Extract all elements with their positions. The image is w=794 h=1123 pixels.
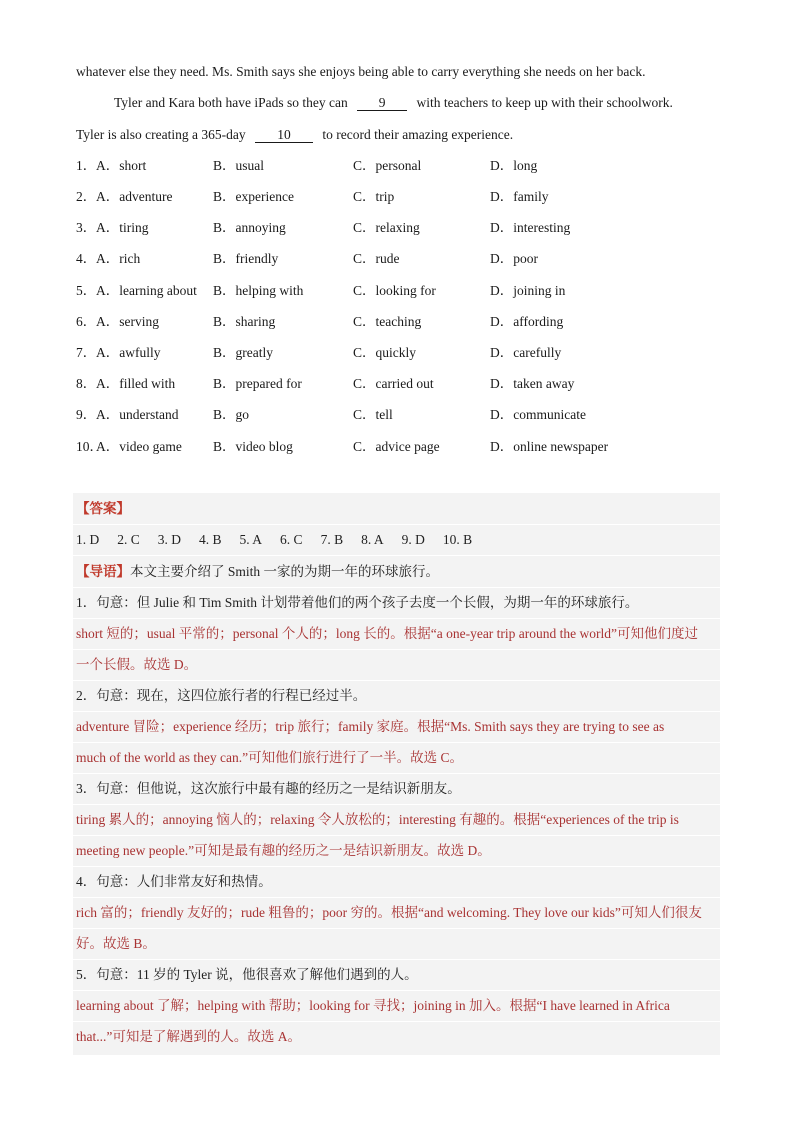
explanation-meaning: 3．句意：但他说，这次旅行中最有趣的经历之一是结识新朋友。 — [76, 781, 461, 796]
option-b: B．video blog — [213, 439, 293, 454]
option-c: C．personal — [353, 158, 422, 173]
explanation-detail: that...”可知是了解遇到的人。故选 A。 — [76, 1029, 301, 1044]
question-number: 5． — [76, 283, 97, 298]
answer-heading: 【答案】 — [76, 501, 130, 516]
guide-text: 本文主要介绍了 Smith 一家的为期一年的环球旅行。 — [130, 564, 440, 579]
question-number: 4． — [76, 251, 97, 266]
option-b: B．go — [213, 407, 250, 422]
option-b: B．annoying — [213, 220, 286, 235]
explanation-detail: much of the world as they can.”可知他们旅行进行了一半。故选 C。 — [76, 750, 463, 765]
option-c: C．looking for — [353, 283, 436, 298]
explanation-meaning: 1．句意：但 Julie 和 Tim Smith 计划带着他们的两个孩子去度一个长假，为期一年的环球旅行。 — [76, 595, 639, 610]
option-c: C．trip — [353, 189, 395, 204]
option-c: C．relaxing — [353, 220, 420, 235]
explanation-meaning: 5．句意：11 岁的 Tyler 说，他很喜欢了解他们遇到的人。 — [76, 967, 418, 982]
passage-text: with teachers to keep up with their schoolwork. — [416, 95, 673, 110]
answer-key: 9. D — [401, 532, 425, 547]
option-a: A．filled with — [96, 376, 176, 391]
question-number: 10． — [76, 439, 103, 454]
option-c: C．rude — [353, 251, 400, 266]
explanation-meaning: 2．句意：现在，这四位旅行者的行程已经过半。 — [76, 688, 367, 703]
passage-line — [76, 126, 513, 144]
question-number: 2． — [76, 189, 97, 204]
answer-key: 2. C — [117, 532, 140, 547]
option-a: A．video game — [96, 439, 182, 454]
blank-10: 10 — [255, 127, 313, 143]
option-c: C．quickly — [353, 345, 416, 360]
answer-key: 8. A — [361, 532, 384, 547]
answer-key: 3. D — [157, 532, 182, 547]
passage-text: Tyler is also creating a 365-day — [76, 127, 246, 142]
question-number: 9． — [76, 407, 97, 422]
question-number: 3． — [76, 220, 97, 235]
answer-key: 6. C — [280, 532, 303, 547]
option-b: B．sharing — [213, 314, 276, 329]
explanation-detail: 好。故选 B。 — [76, 936, 156, 951]
option-a: A．adventure — [96, 189, 173, 204]
option-a: A．learning about — [96, 283, 197, 298]
guide-label: 【导语】 — [76, 564, 130, 579]
option-a: A．understand — [96, 407, 179, 422]
option-c: C．teaching — [353, 314, 422, 329]
explanation-detail: adventure 冒险；experience 经历；trip 旅行；family 家庭。根据“Ms. Smith says they are trying to see as — [76, 719, 665, 734]
answer-key: 7. B — [320, 532, 344, 547]
guide-line — [76, 563, 439, 581]
explanation-detail: 一个长假。故选 D。 — [76, 657, 198, 672]
question-number: 7． — [76, 345, 97, 360]
answer-key: 5. A — [239, 532, 263, 547]
option-d: D．long — [490, 158, 538, 173]
option-b: B．usual — [213, 158, 265, 173]
option-b: B．friendly — [213, 251, 279, 266]
option-c: C．tell — [353, 407, 393, 422]
option-d: D．joining in — [490, 283, 566, 298]
option-c: C．carried out — [353, 376, 434, 391]
option-d: D．carefully — [490, 345, 562, 360]
question-number: 1． — [76, 158, 97, 173]
option-b: B．greatly — [213, 345, 273, 360]
option-a: A．tiring — [96, 220, 149, 235]
option-d: D．interesting — [490, 220, 571, 235]
option-d: D．poor — [490, 251, 538, 266]
explanation-meaning: 4．句意：人们非常友好和热情。 — [76, 874, 272, 889]
question-number: 6． — [76, 314, 97, 329]
option-b: B．helping with — [213, 283, 304, 298]
passage-text: to record their amazing experience. — [322, 127, 514, 142]
explanation-detail: short 短的；usual 平常的；personal 个人的；long 长的。根据“a one-year trip around the world”可知他们度过 — [76, 626, 699, 641]
option-d: D．family — [490, 189, 549, 204]
option-d: D．taken away — [490, 376, 575, 391]
passage-line: whatever else they need. Ms. Smith says she enjoys being able to carry everything she needs on her back. — [76, 64, 646, 79]
answer-keys — [76, 531, 490, 549]
answer-key: 1. D — [76, 532, 100, 547]
option-d: D．affording — [490, 314, 564, 329]
option-a: A．short — [96, 158, 147, 173]
explanation-detail: meeting new people.”可知是最有趣的经历之一是结识新朋友。故选 D。 — [76, 843, 491, 858]
answer-key: 4. B — [199, 532, 222, 547]
question-number: 8． — [76, 376, 97, 391]
answer-key: 10. B — [442, 532, 473, 547]
option-d: D．online newspaper — [490, 439, 609, 454]
explanation-detail: rich 富的；friendly 友好的；rude 粗鲁的；poor 穷的。根据“and welcoming. They love our kids”可知人们很友 — [76, 905, 702, 920]
option-d: D．communicate — [490, 407, 586, 422]
option-a: A．serving — [96, 314, 159, 329]
explanation-detail: tiring 累人的；annoying 恼人的；relaxing 令人放松的；interesting 有趣的。根据“experiences of the trip is — [76, 812, 679, 827]
option-a: A．rich — [96, 251, 141, 266]
passage-text: Tyler and Kara both have iPads so they can — [114, 95, 348, 110]
option-c: C．advice page — [353, 439, 440, 454]
option-b: B．prepared for — [213, 376, 302, 391]
explanation-detail: learning about 了解；helping with 帮助；looking for 寻找；joining in 加入。根据“I have learned in Africa — [76, 998, 670, 1013]
blank-9: 9 — [357, 95, 407, 111]
option-b: B．experience — [213, 189, 294, 204]
passage-line — [114, 94, 673, 112]
option-a: A．awfully — [96, 345, 161, 360]
